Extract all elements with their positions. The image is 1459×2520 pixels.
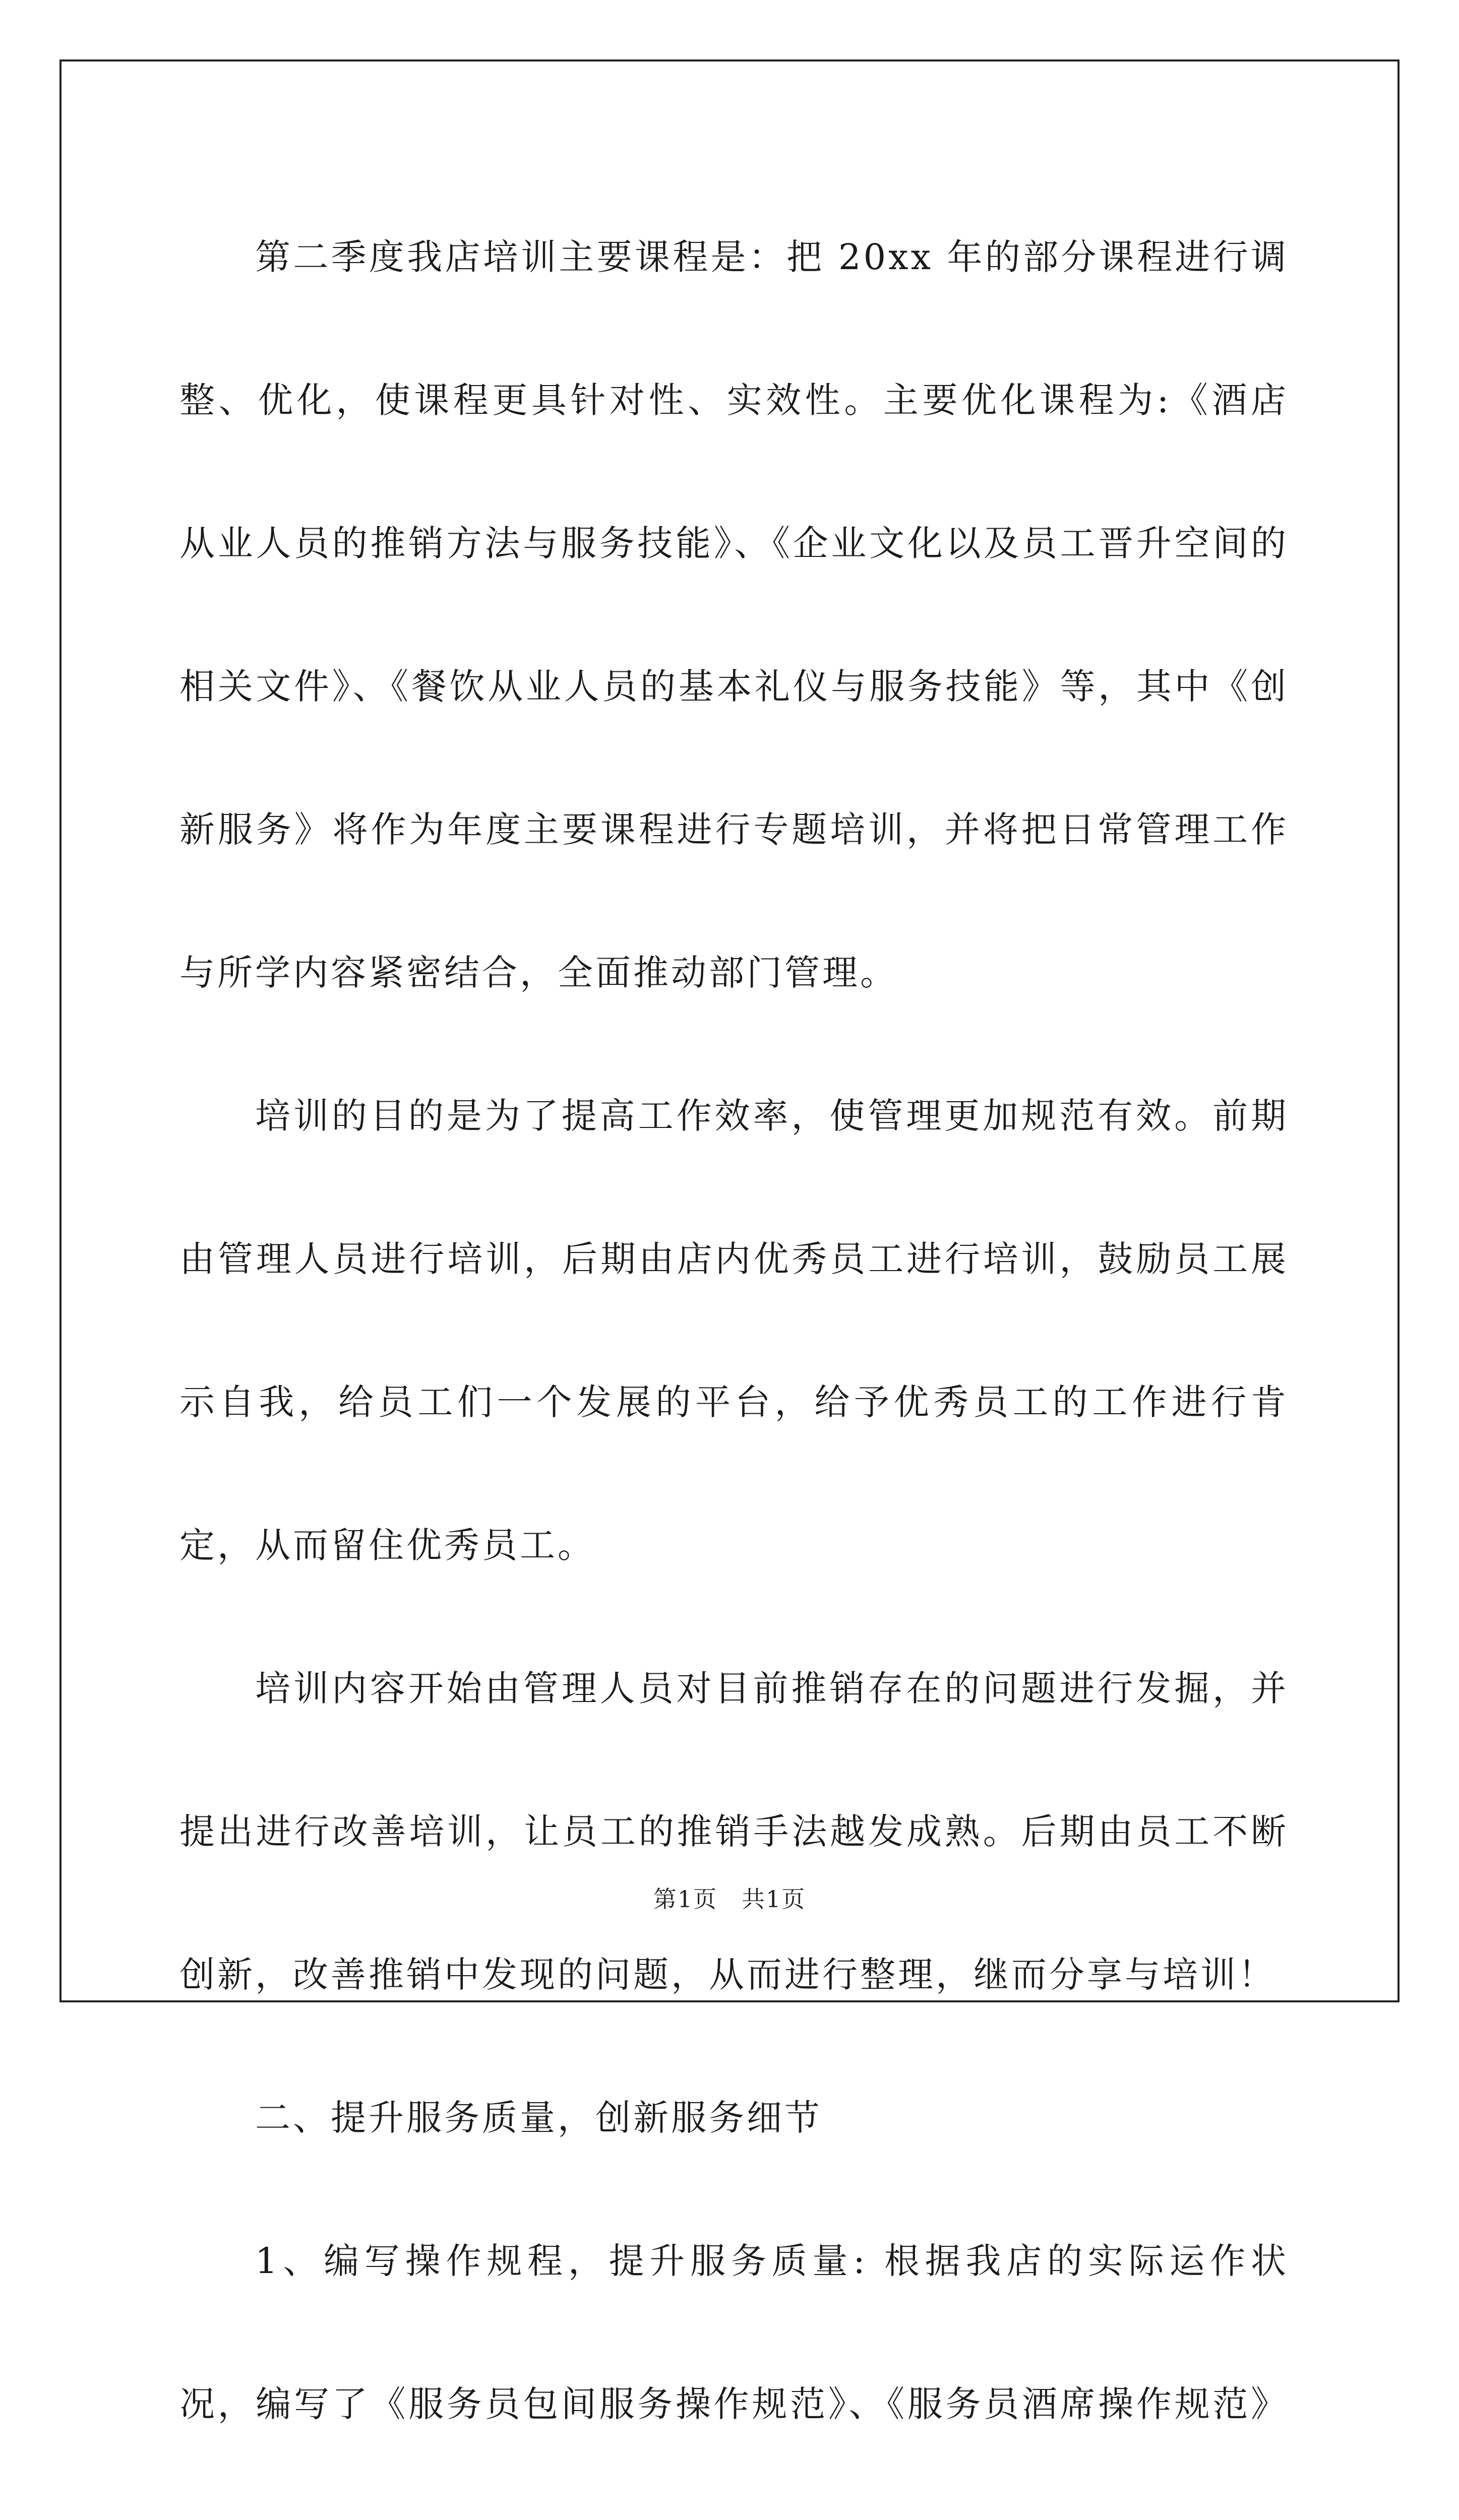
section-heading-service-quality: 二、提升服务质量，创新服务细节 [255,2097,822,2138]
paragraph-training-content: 培训内容开始由管理人员对目前推销存在的问题进行发掘，并提出进行改善培训，让员工的推销手法越发成熟。后期由员工不断创新，改善推销中发现的问题，从而进行整理，继而分享与培训！ [179,1668,1289,1995]
paragraph-course-plan: 第二季度我店培训主要课程是：把 20xx 年的部分课程进行调整、优化，使课程更具针对性、实效性。主要优化课程为:《酒店从业人员的推销方法与服务技能》、《企业文化以及员工晋升空间的相关文件》、《餐饮从业人员的基本礼仪与服务技能》等，其中《创新服务》将作为年度主要课程进行专题培训，并将把日常管理工作与所学内容紧密结合，全面推动部门管理。 [179,236,1289,993]
paragraph-operating-procedures: 1、编写操作规程，提升服务质量: 根据我店的实际运作状况，编写了《服务员包间服务操作规范》、《服务员酒席操作规范》 [179,2240,1289,2425]
page-footer: 第1页 共1页 [653,1885,806,1913]
paragraph-training-goal: 培训的目的是为了提高工作效率，使管理更加规范有效。前期由管理人员进行培训，后期由店内优秀员工进行培训，鼓励员工展示自我，给员工们一个发展的平台，给予优秀员工的工作进行肯定，从而留住优秀员工。 [179,1095,1289,1566]
document-body [179,185,1289,2520]
